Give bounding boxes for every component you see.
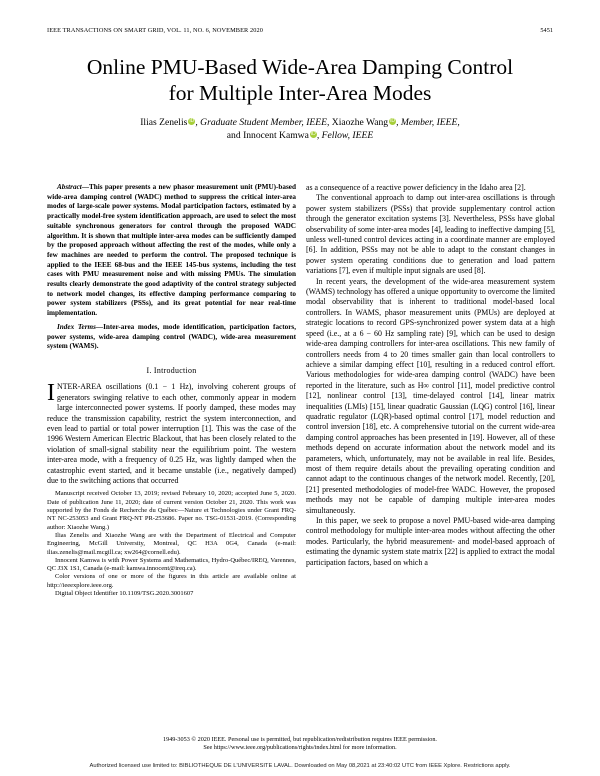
title-line-1: Online PMU-Based Wide-Area Damping Control <box>86 55 514 79</box>
intro-text: NTER-AREA oscillations (0.1 − 1 Hz), involving coherent groups of generators swinging relative to each other, commonly appear in modern large interconnected power systems. If poorly damped, these modes may reduce the transmission capability, restrict the system interconnection, and even lead to partial or total power interruption [1]. This was the case of the 1996 Western American Electric Blackout, that has been closely related to the violation of small-signal stability near the equilibrium point. The western inter-area mode, with a frequency of 0.25 Hz, was lightly damped when the catastrophic event started, and it became unstable (i.e., negatively damped) due to the switching actions that occurred <box>47 382 296 486</box>
running-head <box>47 27 553 37</box>
index-terms-text: —Inter-area modes, mode identification, participation factors, power systems, wide-area damping control (WADC), wide-area measurement system (WAMS). <box>47 322 296 351</box>
author-name: Ilias Zenelis <box>140 117 188 128</box>
footnote-color: Color versions of one or more of the figures in this article are available online at http://ieeexplore.ieee.org. <box>47 573 296 589</box>
orcid-icon[interactable]: iD <box>189 118 195 124</box>
left-column <box>47 183 296 598</box>
title-line-2: for Multiple Inter-Area Modes <box>168 81 432 105</box>
right-column <box>306 183 555 568</box>
page-number: 5451 <box>540 27 553 34</box>
orcid-icon[interactable]: iD <box>390 118 395 124</box>
abstract-text: —This paper presents a new phasor measurement unit (PMU)-based wide-area damping control (WADC) method to suppress the critical inter-area modes of large-scale power systems. Modal participation factors, estimated by a practically model-free system identification approach, are used to select the most suitable synchronous generators for control through the proposed WADC algorithm. It is shown that multiple inter-area modes can be sufficiently damped by the proposed approach without affecting the rest of the modes, while only a few machines are needed to perform the control. The proposed technique is applied to the IEEE 68-bus and the IEEE 145-bus systems, including the test cases with PMU measurement noise and with missing PMUs. The simulation results clearly demonstrate the good adaptivity of the control strategy subjected to network model changes, its effective damping performance comparing to power system stabilizers (PSSs), and its great potential for near real-time implementation. <box>47 183 296 318</box>
author-affiliation: , Graduate Student Member, IEEE, <box>195 117 332 128</box>
footnote-affiliation: Innocent Kamwa is with Power Systems and Mathematics, Hydro-Québec/IREQ, Varennes, QC J3X 1S1, Canada (e-mail: kamwa.innocent@ireq.ca). <box>47 556 296 573</box>
body-paragraph: In recent years, the development of the wide-area measurement system (WAMS) technology has offered a unique opportunity to overcome the limited modal observability that is inherent to traditional model-based local controllers. In WAMS, phasor measurement units (PMUs) are deployed at strategic locations to record GPS-synchronized power system data at a high speed (i.e., at a 6 − 60 Hz sampling rate) [9], which can be used to design wide-area damping controllers for inter-area oscillations. This new family of controllers needs from 4 to 20 times smaller gain than local controllers to achieve a similar damping effect [10], resulting in a reduced control effort. Various methodologies for wide-area damping control (WADC) have been reported in the literature, such as H∞ control [11], model predictive control [12], nonlinear control [13], time-delayed control [14], linear matrix inequalities (LMIs) [15], linear quadratic Gaussian (LQG) control [16], linear quadratic regulator (LQR)-based optimal control [17], model reduction and control inversion [18], etc. A comprehensive tutorial on the current wide-area damping control approaches has been presented in [19]. However, all of these methods depend on accurate information about the network model and its parameters, which, unfortunately, may not be available in real life. Besides, most of them require details about the prevailing operating condition and cannot adapt to the continuous changes of the network model. Recently, [20], [21] presented methodologies of model-free WADC. However, the proposed methods may not be capable of damping multiple inter-area modes simultaneously. <box>306 276 555 515</box>
author-line-1 <box>40 116 560 129</box>
footnotes <box>47 490 296 598</box>
author-name: Xiaozhe Wang <box>331 117 389 128</box>
body-paragraph: The conventional approach to damp out inter-area oscillations is through power system stabilizers (PSSs) that provide supplementary control action through the generator excitation systems [3]. Nevertheless, PSSs have global observability of some inter-area modes [4], leading to ineffective damping [5], unless well-tuned control devices acting in a coordinate manner are employed [6]. In addition, PSSs may not be able to adapt to the constant changes in power system operating conditions due to generation and load pattern variations [7], even if multiple input signals are used [8]. <box>306 193 555 276</box>
author-name: Innocent Kamwa <box>243 130 309 141</box>
drop-cap: I <box>47 380 55 407</box>
body-paragraph: In this paper, we seek to propose a novel PMU-based wide-area damping control methodology for multiple inter-area modes without affecting the other modes. Particularly, the hybrid measurement- and model-based approach of estimating the dynamic system state matrix [22] is applied to extract the modal participation factors, based on which a <box>306 516 555 567</box>
abstract-label: Abstract <box>57 183 82 191</box>
copyright-notice <box>47 736 553 752</box>
section-heading: I. Introduction <box>146 365 197 375</box>
author-affiliation: , Fellow, IEEE <box>316 130 374 141</box>
body-paragraph: as a consequence of a reactive power deficiency in the Idaho area [2]. <box>306 183 526 192</box>
author-affiliation: , Member, IEEE, <box>396 117 460 128</box>
intro-paragraph <box>47 382 296 486</box>
index-terms-label: Index Terms <box>57 322 96 331</box>
footnote-manuscript: Manuscript received October 13, 2019; revised February 10, 2020; accepted June 5, 2020. Date of publication June 11, 2020; date of current version October 21, 2020. This work was supported by the Fonds de Recherche du Québec—Nature et Technologies under Grant FRQ-NT NC-253053 and Grant FRQ-NT PR-253686. Paper no. TSG-01531-2019. (Corresponding author: Xiaozhe Wang.) <box>47 490 296 531</box>
copyright-line: See https://www.ieee.org/publications/rights/index.html for more information. <box>203 744 397 751</box>
orcid-icon[interactable]: iD <box>311 131 316 137</box>
license-footer: Authorized licensed use limited to: BIBLIOTHEQUE DE L'UNIVERSITE LAVAL. Downloaded on May 08,2021 at 23:40:02 UTC from IEEE Xplore. Restrictions apply. <box>89 763 511 769</box>
author-block <box>40 116 560 142</box>
footnote-doi: Digital Object Identifier 10.1109/TSG.2020.3001607 <box>55 589 194 597</box>
journal-header: IEEE TRANSACTIONS ON SMART GRID, VOL. 11, NO. 6, NOVEMBER 2020 <box>47 27 264 34</box>
copyright-line: 1949-3053 © 2020 IEEE. Personal use is permitted, but republication/redistribution requires IEEE permission. <box>163 736 437 743</box>
footnote-affiliation: Ilias Zenelis and Xiaozhe Wang are with the Department of Electrical and Computer Engineering, McGill University, Montreal, QC H3A 0G4, Canada (e-mail: ilias.zenelis@mail.mcgill.ca; xw264@cornell.edu). <box>47 531 296 556</box>
abstract <box>47 183 296 319</box>
author-line-2 <box>40 129 560 142</box>
author-conjunction: and <box>226 130 244 141</box>
index-terms <box>47 323 296 352</box>
paper-title <box>40 54 560 106</box>
